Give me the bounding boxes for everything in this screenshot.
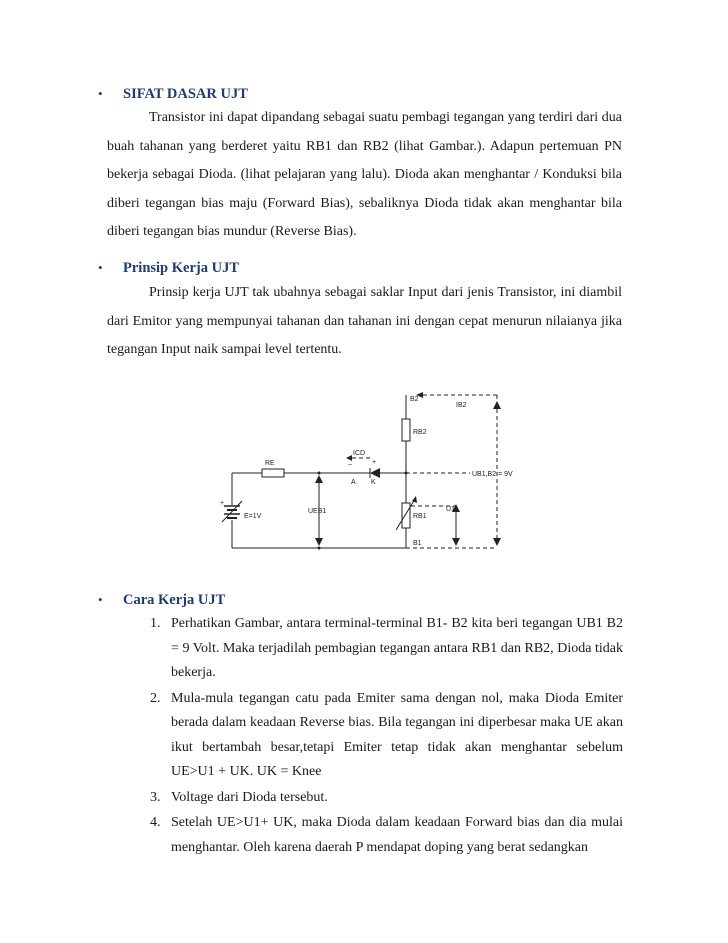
paragraph-sifat	[107, 104, 622, 247]
paragraph-prinsip	[107, 279, 622, 365]
item-number: 4.	[150, 815, 161, 830]
section-heading-prinsip	[98, 260, 239, 277]
item-text: Perhatikan Gambar, antara terminal-terminal B1- B2 kita beri tegangan UB1 B2 = 9 Volt. Maka terjadilah pembagian tegangan antara RB1 dan RB2, Dioda tidak bekerja.	[171, 616, 623, 680]
bullet-icon: •	[98, 592, 103, 607]
label-b1: B1	[413, 540, 422, 547]
label-u1: U1	[446, 506, 455, 513]
rb2-resistor	[402, 419, 410, 441]
label-ib2: IB2	[456, 402, 467, 409]
label-re: RE	[265, 460, 275, 467]
steps-list	[150, 612, 623, 860]
heading-text: Cara Kerja UJT	[123, 592, 226, 608]
rb1-resistor	[402, 503, 410, 528]
label-battery: E=1V	[244, 513, 262, 520]
item-number: 2.	[150, 690, 161, 706]
item-number: 3.	[150, 789, 161, 805]
paragraph-text: Transistor ini dapat dipandang sebagai suatu pembagi tegangan yang terdiri dari dua buah tahanan yang berderet yaitu RB1 dan RB2 (lihat Gambar.). Adapun pertemuan PN bekerja sebagai Dioda. (lihat pelajaran yang lalu). Dioda akan menghantar / Konduksi bila diberi tegangan bias maju (Forward Bias), sebaliknya Dioda tidak akan menghantar bila diberi tegangan bias mundur (Reverse Bias).	[107, 110, 622, 239]
list-item	[150, 786, 623, 811]
label-ub1b2: UB1,B2 = 9V	[472, 471, 513, 478]
item-text: Setelah UE>U1+ UK, maka Dioda dalam keadaan Forward bias dan dia mulai menghantar. Oleh karena daerah P mendapat doping yang berat sedangkan	[171, 815, 623, 855]
section-heading-cara	[98, 592, 226, 609]
label-anode: A	[351, 479, 356, 486]
bullet-icon: •	[98, 260, 103, 275]
ujt-circuit-diagram	[210, 385, 540, 560]
section-heading-sifat	[98, 86, 248, 103]
bullet-icon: •	[98, 86, 103, 101]
heading-text: SIFAT DASAR UJT	[123, 86, 248, 102]
item-number: 1.	[150, 616, 161, 631]
label-rb1: RB1	[413, 513, 427, 520]
label-plus: +	[372, 459, 377, 466]
label-icd: ICD	[353, 450, 366, 457]
list-item	[150, 612, 623, 686]
label-rb2: RB2	[413, 429, 427, 436]
paragraph-text: Prinsip kerja UJT tak ubahnya sebagai saklar Input dari jenis Transistor, ini diambil dari Emitor yang mempunyai tahanan dan tahanan ini dengan cepat menurun nilaianya jika tegangan Input naik sampai level tertentu.	[107, 285, 622, 357]
re-resistor	[262, 469, 284, 477]
label-battery-plus: +	[220, 500, 225, 507]
label-ueb1: UEB1	[308, 508, 327, 515]
item-text: Mula-mula tegangan catu pada Emiter sama dengan nol, maka Dioda Emiter berada dalam keadaan Reverse bias. Bila tegangan ini diperbesar maka UE akan ikut bertambah besar,tetapi Emiter tetap tidak akan menghantar sebelum UE>U1 + UK. UK = Knee	[171, 690, 623, 779]
label-cathode: K	[371, 479, 376, 486]
diode-symbol	[370, 468, 380, 478]
label-minus: −	[348, 462, 353, 469]
item-text: Voltage dari Dioda tersebut.	[171, 789, 328, 805]
heading-text: Prinsip Kerja UJT	[123, 260, 239, 276]
list-item	[150, 811, 623, 860]
label-b2: B2	[410, 396, 419, 403]
list-item	[150, 687, 623, 785]
